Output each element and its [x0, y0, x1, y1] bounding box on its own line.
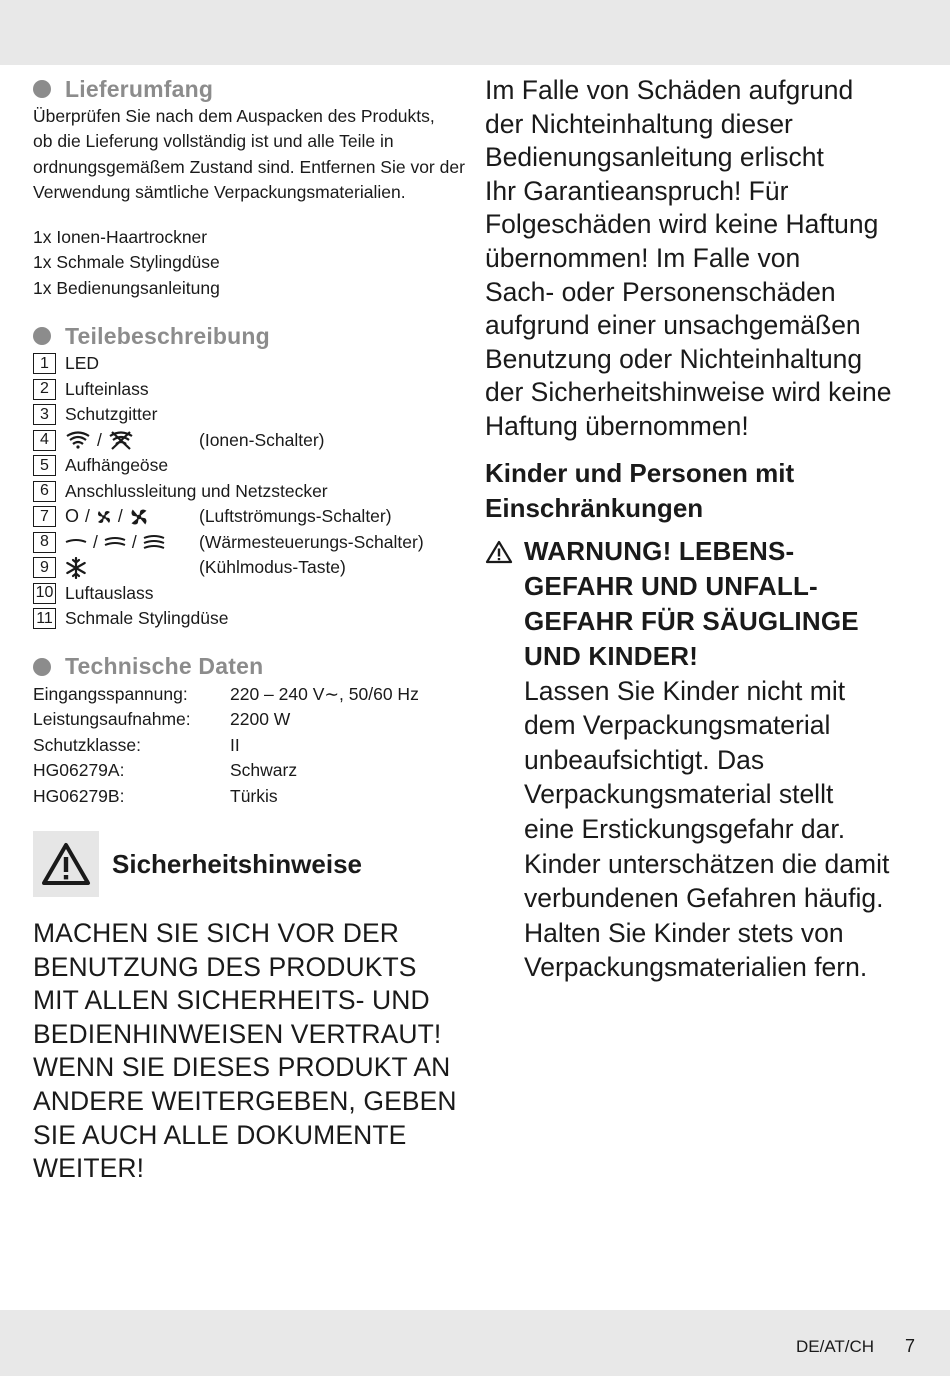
warning-title — [524, 534, 894, 674]
part-item — [33, 555, 473, 581]
text-line: ANDERE WEITERGEBEN, GEBEN — [33, 1086, 457, 1117]
warning-body — [524, 674, 894, 985]
text-line: der Sicherheitshinweise wird keine — [485, 377, 892, 408]
text-line: unbeaufsichtigt. Das — [524, 744, 765, 775]
page-number: 7 — [905, 1336, 916, 1356]
heat-high-icon — [143, 534, 165, 550]
part-number: 7 — [33, 506, 56, 527]
part-label: (Wärmesteuerungs-Schalter) — [199, 531, 424, 552]
spec-value: II — [230, 734, 240, 755]
part-symbols: O / / — [65, 506, 199, 527]
part-item — [33, 606, 473, 632]
text-line: aufgrund einer unsachgemäßen — [485, 310, 861, 341]
part-number: 11 — [33, 608, 56, 629]
ion-off-icon — [108, 430, 134, 450]
text-line: ordnungsgemäßem Zustand sind. Entfernen Sie vor der — [33, 156, 465, 177]
part-number: 8 — [33, 532, 56, 553]
heading-line: GEFAHR UND UNFALL- — [524, 570, 818, 601]
spec-row — [33, 758, 473, 784]
part-symbols: / — [65, 430, 199, 451]
warranty-paragraph — [485, 74, 905, 444]
safety-title: Sicherheitshinweise — [112, 848, 362, 879]
section-technik-heading — [33, 652, 473, 682]
lieferumfang-intro — [33, 104, 473, 205]
section-teile-heading — [33, 321, 473, 351]
heading-line: GEFAHR FÜR SÄUGLINGE — [524, 605, 859, 636]
heading-line: WARNUNG! LEBENS- — [524, 535, 795, 566]
ion-on-icon — [65, 431, 91, 449]
text-line: Im Falle von Schäden aufgrund — [485, 75, 854, 105]
part-item — [33, 351, 473, 377]
heading-line: Einschränkungen — [485, 492, 704, 523]
text-line: WEITER! — [33, 1153, 145, 1184]
bullet-icon — [33, 658, 51, 676]
children-heading — [485, 456, 905, 526]
text-line: eine Erstickungsgefahr dar. — [524, 813, 846, 844]
text-line: Lassen Sie Kinder nicht mit — [524, 675, 846, 706]
part-item — [33, 377, 473, 403]
right-column — [485, 74, 905, 985]
bullet-icon — [33, 327, 51, 345]
spec-table — [33, 682, 473, 810]
part-label: (Kühlmodus-Taste) — [199, 557, 346, 578]
parts-list — [33, 351, 473, 632]
fan-low-icon — [96, 509, 112, 525]
list-item: 1x Ionen-Haartrockner — [33, 227, 208, 248]
section-title: Teilebeschreibung — [65, 322, 270, 349]
section-title: Lieferumfang — [65, 75, 214, 102]
spec-key: HG06279A: — [33, 760, 125, 781]
part-item — [33, 479, 473, 505]
part-item — [33, 504, 473, 530]
list-item: 1x Bedienungsanleitung — [33, 277, 220, 298]
part-label: Aufhängeöse — [65, 455, 169, 476]
text-line: Benutzung oder Nichteinhaltung — [485, 343, 863, 374]
part-label: (Ionen-Schalter) — [199, 429, 325, 450]
spec-key: Eingangsspannung: — [33, 683, 188, 704]
heading-line: UND KINDER! — [524, 640, 699, 671]
spec-value: Schwarz — [230, 760, 298, 781]
text-line: Überprüfen Sie nach dem Auspacken des Produkts, — [33, 106, 435, 126]
part-item — [33, 428, 473, 454]
heading-line: Kinder und Personen mit — [485, 457, 795, 488]
text-line: ob die Lieferung vollständig ist und alle Teile in — [33, 131, 394, 152]
part-symbols — [65, 557, 199, 579]
spec-key: HG06279B: — [33, 785, 125, 806]
text-line: verbundenen Gefahren häufig. — [524, 883, 884, 914]
text-line: WENN SIE DIESES PRODUKT AN — [33, 1052, 451, 1083]
text-line: Haftung übernommen! — [485, 410, 749, 441]
text-line: Halten Sie Kinder stets von — [524, 917, 844, 948]
part-number: 4 — [33, 430, 56, 451]
text-line: übernommen! Im Falle von — [485, 242, 801, 273]
text-line: Kinder unterschätzen die damit — [524, 848, 890, 879]
part-symbols: / / — [65, 532, 199, 553]
part-number: 5 — [33, 455, 56, 476]
warning-triangle-icon — [485, 540, 513, 564]
part-number: 9 — [33, 557, 56, 578]
snowflake-icon — [65, 557, 87, 579]
text-line: Verpackungsmaterial stellt — [524, 779, 834, 810]
section-title: Technische Daten — [65, 653, 264, 680]
spec-value: 220 – 240 V∼, 50/60 Hz — [230, 683, 419, 704]
spec-key: Schutzklasse: — [33, 734, 141, 755]
text-line: BENUTZUNG DES PRODUKTS — [33, 951, 417, 982]
text-line: Verwendung sämtliche Verpackungsmaterialien. — [33, 181, 406, 202]
header-band — [0, 0, 950, 65]
part-number: 2 — [33, 379, 56, 400]
part-label: LED — [65, 353, 100, 374]
part-number: 1 — [33, 353, 56, 374]
spec-value: 2200 W — [230, 709, 291, 730]
spec-row — [33, 707, 473, 733]
part-label: (Luftströmungs-Schalter) — [199, 506, 392, 527]
warning-box — [33, 831, 99, 897]
part-number: 3 — [33, 404, 56, 425]
text-line: MIT ALLEN SICHERHEITS- UND — [33, 985, 430, 1016]
circle-off-icon: O — [65, 506, 80, 527]
text-line: BEDIENHINWEISEN VERTRAUT! — [33, 1018, 442, 1049]
part-item — [33, 581, 473, 607]
part-item — [33, 453, 473, 479]
text-line: MACHEN SIE SICH VOR DER — [33, 918, 399, 949]
spec-row — [33, 682, 473, 708]
left-column — [33, 74, 473, 1186]
spec-value: Türkis — [230, 785, 278, 806]
text-line: Ihr Garantieanspruch! Für — [485, 175, 789, 206]
part-label: Anschlussleitung und Netzstecker — [65, 480, 328, 501]
part-item — [33, 402, 473, 428]
warning-block — [485, 534, 905, 985]
text-line: Folgeschäden wird keine Haftung — [485, 209, 879, 240]
text-line: dem Verpackungsmaterial — [524, 710, 831, 741]
warning-triangle-icon — [41, 842, 91, 886]
safety-heading — [33, 831, 473, 897]
text-line: Verpackungsmaterialien fern. — [524, 952, 868, 983]
section-lieferumfang-heading — [33, 74, 473, 104]
bullet-icon — [33, 80, 51, 98]
fan-high-icon — [129, 507, 149, 527]
part-label: Schmale Stylingdüse — [65, 608, 229, 629]
part-label: Luftauslass — [65, 582, 154, 603]
part-number: 10 — [33, 583, 56, 604]
part-number: 6 — [33, 481, 56, 502]
spec-row — [33, 733, 473, 759]
text-line: Bedienungsanleitung erlischt — [485, 142, 824, 173]
footer-region: DE/AT/CH — [796, 1337, 875, 1356]
spec-row — [33, 784, 473, 810]
text-line: SIE AUCH ALLE DOKUMENTE — [33, 1119, 407, 1150]
part-item — [33, 530, 473, 556]
part-label: Schutzgitter — [65, 404, 158, 425]
text-line: Sach- oder Personenschäden — [485, 276, 836, 307]
safety-caps-text — [33, 917, 473, 1186]
lieferumfang-items — [33, 225, 473, 301]
part-label: Lufteinlass — [65, 378, 149, 399]
heat-mid-icon — [104, 535, 126, 549]
heat-low-icon — [65, 535, 87, 549]
spec-key: Leistungsaufnahme: — [33, 709, 191, 730]
text-line: der Nichteinhaltung dieser — [485, 108, 793, 139]
list-item: 1x Schmale Stylingdüse — [33, 252, 220, 273]
